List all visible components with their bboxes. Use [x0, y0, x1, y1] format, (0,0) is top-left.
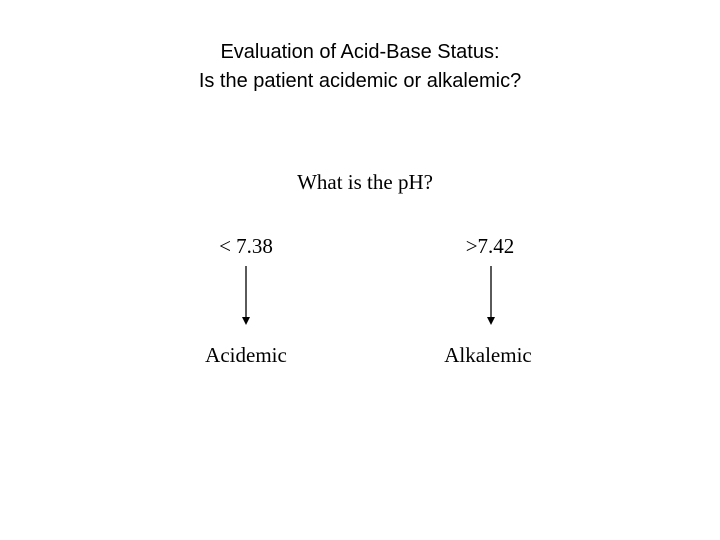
title-line-1: Evaluation of Acid-Base Status: [220, 41, 500, 63]
acidemic-result-label: Acidemic [205, 343, 287, 367]
alkalemic-result-label: Alkalemic [444, 343, 532, 367]
alkalemic-condition-label: >7.42 [465, 234, 515, 258]
title-line-2: Is the patient acidemic or alkalemic? [198, 70, 522, 92]
ph-question: What is the pH? [297, 170, 433, 194]
acidemic-condition-label: < 7.38 [219, 234, 273, 258]
